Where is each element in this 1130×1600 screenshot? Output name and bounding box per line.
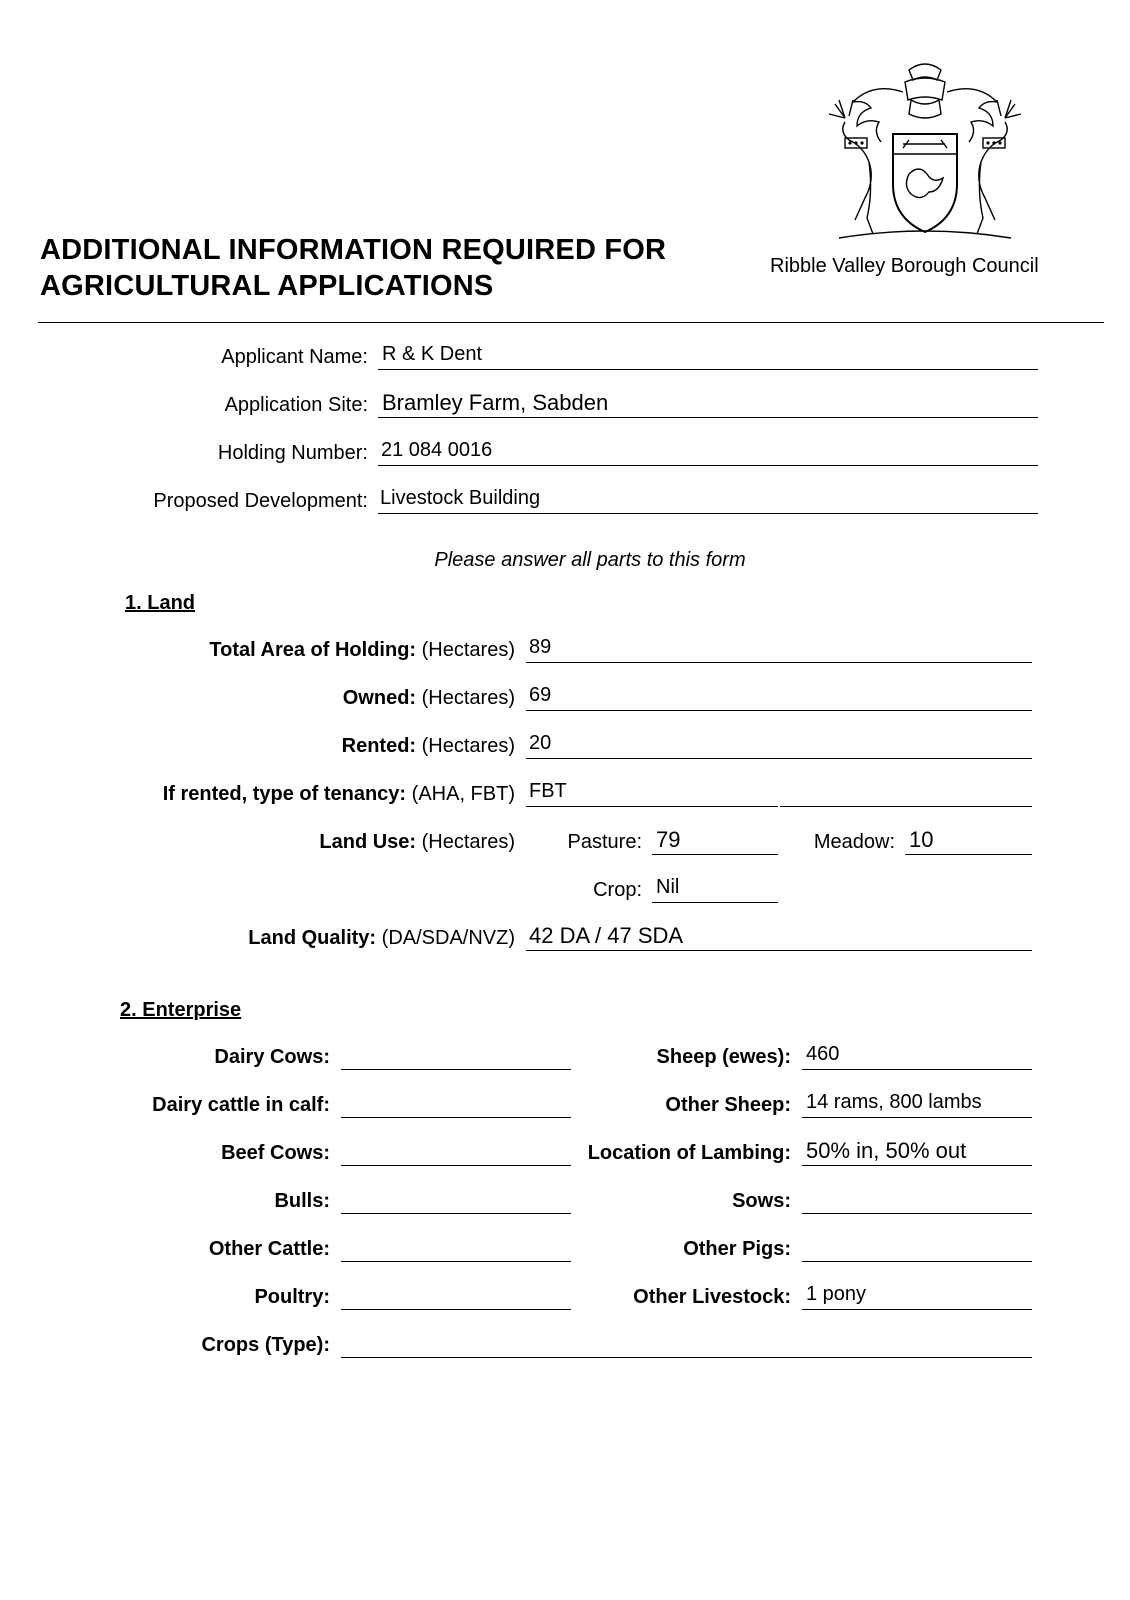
enterprise-section-heading: 2. Enterprise bbox=[120, 999, 242, 1021]
pasture-label: Pasture: bbox=[567, 831, 642, 853]
other-sheep-value[interactable]: 14 rams, 800 lambs bbox=[806, 1091, 982, 1113]
coat-of-arms-icon bbox=[805, 62, 1045, 247]
applicant-name-label: Applicant Name: bbox=[221, 346, 368, 368]
rented-label: Rented: (Hectares) bbox=[341, 735, 515, 757]
land-quality-label: Land Quality: (DA/SDA/NVZ) bbox=[248, 927, 515, 949]
dairy-cows-line bbox=[341, 1069, 571, 1070]
land-section-heading: 1. Land bbox=[125, 592, 196, 614]
dairy-cattle-in-calf-line bbox=[341, 1117, 571, 1118]
other-livestock-value[interactable]: 1 pony bbox=[806, 1283, 867, 1305]
sheep-ewes-line bbox=[802, 1069, 1032, 1070]
crops-type-label: Crops (Type): bbox=[201, 1334, 330, 1356]
tenancy-line-2 bbox=[780, 806, 1032, 807]
meadow-label: Meadow: bbox=[813, 831, 895, 853]
other-pigs-label: Other Pigs: bbox=[683, 1238, 791, 1260]
sheep-ewes-label: Sheep (ewes): bbox=[656, 1046, 791, 1068]
holding-number-value[interactable]: 21 084 0016 bbox=[381, 439, 493, 461]
other-pigs-line bbox=[802, 1261, 1032, 1262]
pasture-value[interactable]: 79 bbox=[656, 827, 681, 852]
proposed-development-label: Proposed Development: bbox=[153, 490, 368, 512]
sows-line bbox=[802, 1213, 1032, 1214]
owned-line bbox=[526, 710, 1032, 711]
location-of-lambing-value[interactable]: 50% in, 50% out bbox=[806, 1138, 967, 1163]
location-of-lambing-label: Location of Lambing: bbox=[587, 1142, 791, 1164]
title-line-2: AGRICULTURAL APPLICATIONS bbox=[40, 270, 494, 302]
beef-cows-line bbox=[341, 1165, 571, 1166]
application-site-value[interactable]: Bramley Farm, Sabden bbox=[382, 390, 609, 415]
owned-label: Owned: (Hectares) bbox=[342, 687, 515, 709]
tenancy-label: If rented, type of tenancy: (AHA, FBT) bbox=[162, 783, 515, 805]
dairy-cattle-in-calf-label: Dairy cattle in calf: bbox=[152, 1094, 330, 1116]
poultry-line bbox=[341, 1309, 571, 1310]
instruction-note: Please answer all parts to this form bbox=[434, 549, 746, 571]
proposed-development-line bbox=[378, 513, 1038, 514]
land-quality-line bbox=[526, 950, 1032, 951]
sheep-ewes-value[interactable]: 460 bbox=[806, 1043, 840, 1065]
other-cattle-line bbox=[341, 1261, 571, 1262]
poultry-label: Poultry: bbox=[254, 1286, 330, 1308]
land-quality-value[interactable]: 42 DA / 47 SDA bbox=[529, 923, 684, 948]
holding-number-label: Holding Number: bbox=[217, 442, 368, 464]
crops-type-line bbox=[341, 1357, 1032, 1358]
pasture-line bbox=[652, 854, 778, 855]
crop-label: Crop: bbox=[593, 879, 642, 901]
total-area-value[interactable]: 89 bbox=[529, 636, 552, 658]
tenancy-line-1 bbox=[526, 806, 778, 807]
bulls-label: Bulls: bbox=[274, 1190, 330, 1212]
other-livestock-line bbox=[802, 1309, 1032, 1310]
title-line-1: ADDITIONAL INFORMATION REQUIRED FOR bbox=[40, 234, 667, 266]
form-title bbox=[40, 232, 666, 304]
rented-value[interactable]: 20 bbox=[529, 732, 552, 754]
dairy-cows-label: Dairy Cows: bbox=[214, 1046, 330, 1068]
sows-label: Sows: bbox=[732, 1190, 791, 1212]
proposed-development-value[interactable]: Livestock Building bbox=[380, 487, 541, 509]
applicant-name-line bbox=[378, 369, 1038, 370]
location-of-lambing-line bbox=[802, 1165, 1032, 1166]
crop-value[interactable]: Nil bbox=[656, 876, 680, 898]
other-sheep-label: Other Sheep: bbox=[665, 1094, 791, 1116]
council-name: Ribble Valley Borough Council bbox=[770, 255, 1039, 277]
meadow-value[interactable]: 10 bbox=[909, 827, 934, 852]
land-use-label: Land Use: (Hectares) bbox=[319, 831, 515, 853]
tenancy-value[interactable]: FBT bbox=[529, 780, 567, 802]
bulls-line bbox=[341, 1213, 571, 1214]
applicant-name-value[interactable]: R & K Dent bbox=[382, 343, 483, 365]
other-sheep-line bbox=[802, 1117, 1032, 1118]
other-cattle-label: Other Cattle: bbox=[208, 1238, 330, 1260]
total-area-line bbox=[526, 662, 1032, 663]
meadow-line bbox=[905, 854, 1032, 855]
beef-cows-label: Beef Cows: bbox=[221, 1142, 330, 1164]
rented-line bbox=[526, 758, 1032, 759]
application-site-line bbox=[378, 417, 1038, 418]
crop-line bbox=[652, 902, 778, 903]
application-site-label: Application Site: bbox=[224, 394, 368, 416]
other-livestock-label: Other Livestock: bbox=[633, 1286, 791, 1308]
owned-value[interactable]: 69 bbox=[529, 684, 552, 706]
total-area-label: Total Area of Holding: (Hectares) bbox=[209, 639, 515, 661]
header-divider bbox=[38, 322, 1104, 323]
holding-number-line bbox=[378, 465, 1038, 466]
